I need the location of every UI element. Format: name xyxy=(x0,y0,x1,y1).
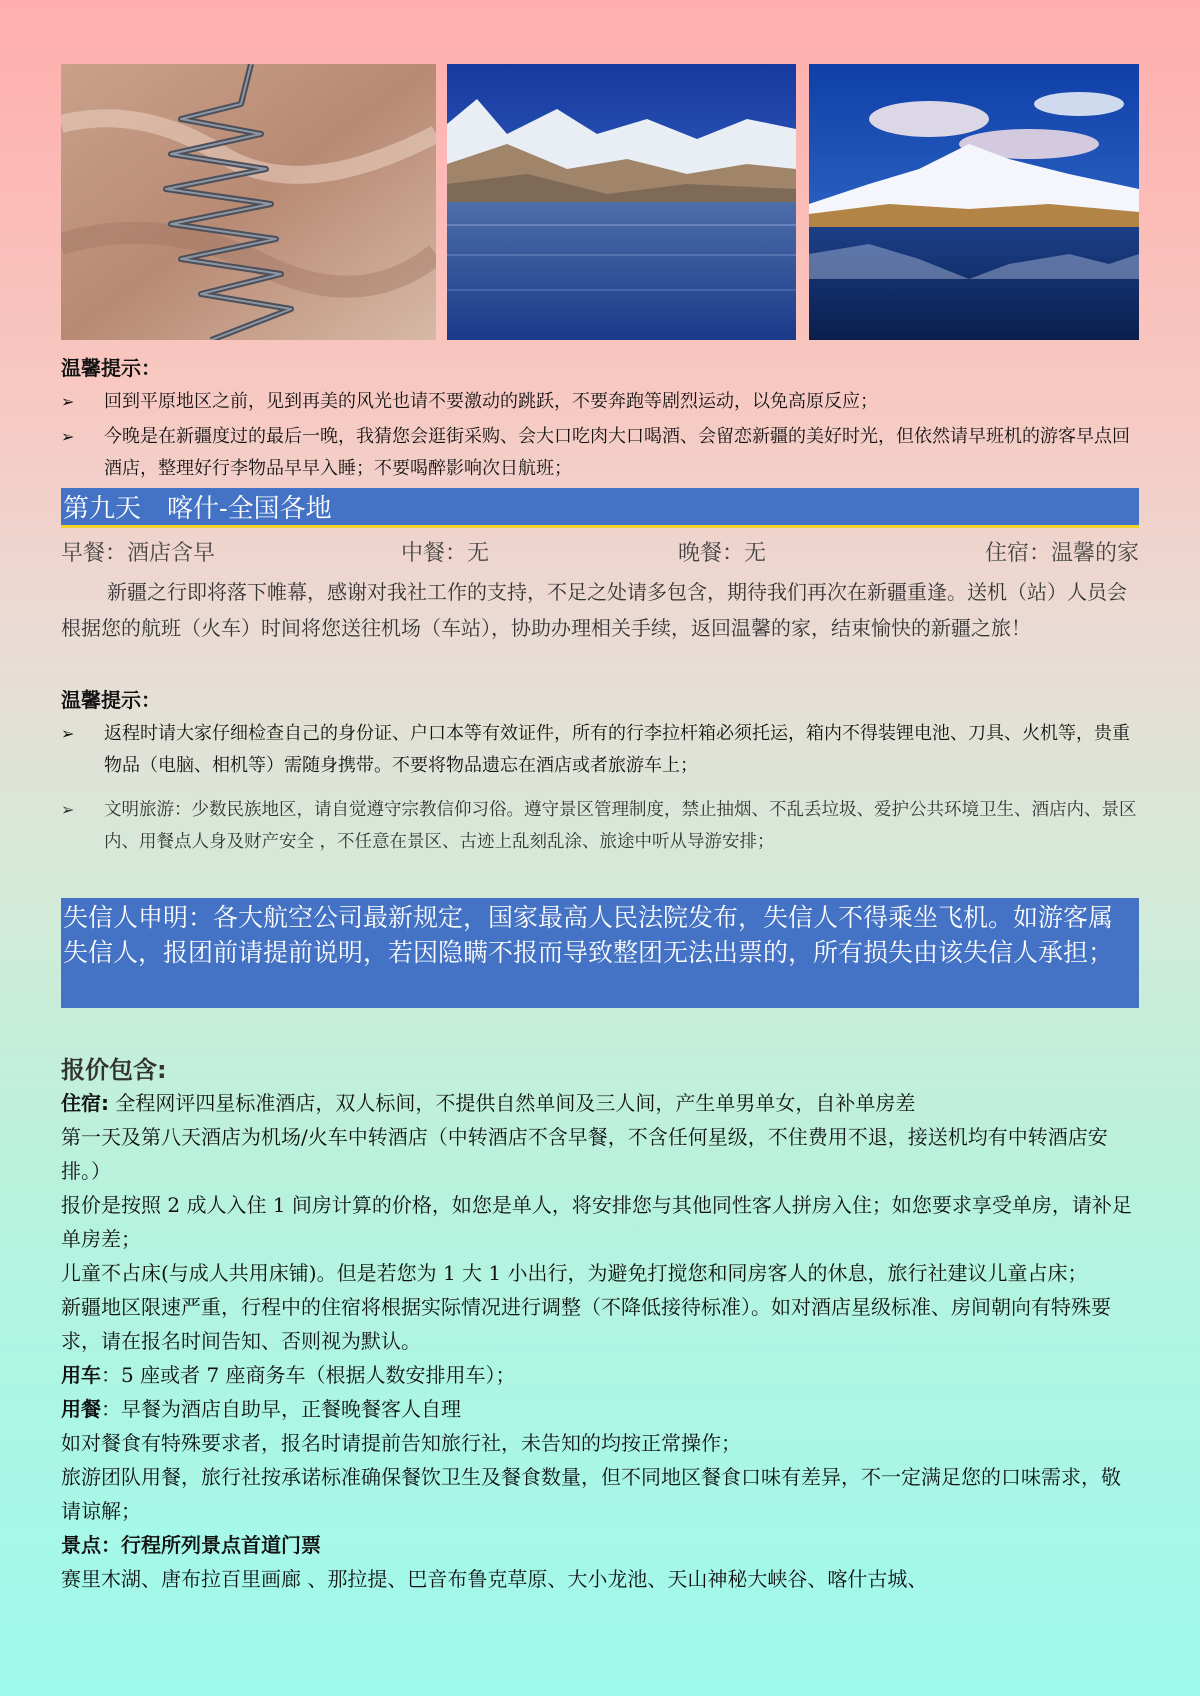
tips-title-1: 温馨提示： xyxy=(61,356,161,380)
arrow-bullet-icon: ➢ xyxy=(61,392,75,411)
meal-line: 用餐：早餐为酒店自助早，正餐晚餐客人自理 xyxy=(61,1397,461,1421)
muztagata-reflection-photo xyxy=(809,64,1139,340)
day-heading: 第九天 喀什-全国各地 xyxy=(61,488,1139,528)
scenic-label-line: 景点：行程所列景点首道门票 xyxy=(61,1533,321,1557)
meal-summary xyxy=(61,536,1139,568)
meal-line: 如对餐食有特殊要求者，报名时请提前告知旅行社，未告知的均按正常操作； xyxy=(61,1431,741,1455)
lodging-label: 住宿: xyxy=(61,1091,109,1115)
tip-item: ➢ 文明旅游：少数民族地区，请自觉遵守宗教信仰习俗。遵守景区管理制度，禁止抽烟、不乱丢垃圾、爱护公共环境卫生、酒店内、景区内、用餐点人身及财产安全 ，不任意在景区、古迹上乱刻乱涂、旅途中听从导游安排； xyxy=(61,794,1139,858)
lodging-line: 第一天及第八天酒店为机场/火车中转酒店（中转酒店不含早餐，不含任何星级，不住费用不退，接送机均有中转酒店安排。） xyxy=(61,1125,1108,1183)
meal-line: 旅游团队用餐，旅行社按承诺标准确保餐饮卫生及餐食数量，但不同地区餐食口味有差异，不一定满足您的口味需求，敬请谅解； xyxy=(61,1465,1121,1523)
car-line: 用车：5 座或者 7 座商务车（根据人数安排用车）； xyxy=(61,1363,516,1387)
lodging-line: 儿童不占床(与成人共用床铺)。但是若您为 1 大 1 小出行，为避免打搅您和同房客人的休息，旅行社建议儿童占床； xyxy=(61,1261,1088,1285)
lodging-line: 报价是按照 2 成人入住 1 间房计算的价格，如您是单人，将安排您与其他同性客人拼房入住；如您要求享受单房，请补足单房差； xyxy=(61,1193,1132,1251)
dishonest-person-notice: 失信人申明：各大航空公司最新规定，国家最高人民法院发布，失信人不得乘坐飞机。如游客属失信人，报团前请提前说明，若因隐瞒不报而导致整团无法出票的，所有损失由该失信人承担； xyxy=(61,898,1139,1008)
car-label: 用车 xyxy=(61,1363,101,1387)
lodging-line: 住宿: 全程网评四星标准酒店，双人标间，不提供自然单间及三人间，产生单男单女，自补单房差 xyxy=(61,1091,916,1115)
snow-mountain-lake-photo xyxy=(447,64,796,340)
tips-title-2: 温馨提示： xyxy=(61,688,161,712)
photo-strip xyxy=(61,64,1139,340)
arrow-bullet-icon: ➢ xyxy=(61,800,75,819)
lodging-line: 新疆地区限速严重，行程中的住宿将根据实际情况进行调整（不降低接待标准）。如对酒店星级标准、房间朝向有特殊要求，请在报名时间告知、否则视为默认。 xyxy=(61,1295,1111,1353)
lunch-info: 中餐：无 xyxy=(401,540,490,565)
winding-mountain-road-photo xyxy=(61,64,436,340)
tip-item: ➢ 回到平原地区之前，见到再美的风光也请不要激动的跳跃，不要奔跑等剧烈运动，以免高原反应； xyxy=(61,386,1139,418)
arrow-bullet-icon: ➢ xyxy=(61,724,75,743)
day-description: 新疆之行即将落下帷幕，感谢对我社工作的支持，不足之处请多包含，期待我们再次在新疆重逢。送机（站）人员会根据您的航班（火车）时间将您送往机场（车站），协助办理相关手续，返回温馨的家，结束愉快的新疆之旅！ xyxy=(61,580,1127,640)
price-heading: 报价包含: xyxy=(61,1056,167,1084)
scenic-line: 赛里木湖、唐布拉百里画廊 、那拉提、巴音布鲁克草原、大小龙池、天山神秘大峡谷、喀什古城、 xyxy=(61,1567,928,1591)
arrow-bullet-icon: ➢ xyxy=(61,427,75,446)
breakfast-info: 早餐：酒店含早 xyxy=(61,540,216,565)
tip-item: ➢ 返程时请大家仔细检查自己的身份证、户口本等有效证件，所有的行李拉杆箱必须托运，箱内不得装锂电池、刀具、火机等，贵重物品（电脑、相机等）需随身携带。不要将物品遗忘在酒店或者旅游车上； xyxy=(61,718,1139,782)
dinner-info: 晚餐：无 xyxy=(678,540,767,565)
lodging-info: 住宿：温馨的家 xyxy=(984,540,1139,565)
meal-label: 用餐 xyxy=(61,1397,101,1421)
tip-item: ➢ 今晚是在新疆度过的最后一晚，我猜您会逛街采购、会大口吃肉大口喝酒、会留恋新疆的美好时光，但依然请早班机的游客早点回酒店，整理好行李物品早早入睡；不要喝醉影响次日航班； xyxy=(61,421,1139,485)
price-details xyxy=(61,1086,1139,1596)
